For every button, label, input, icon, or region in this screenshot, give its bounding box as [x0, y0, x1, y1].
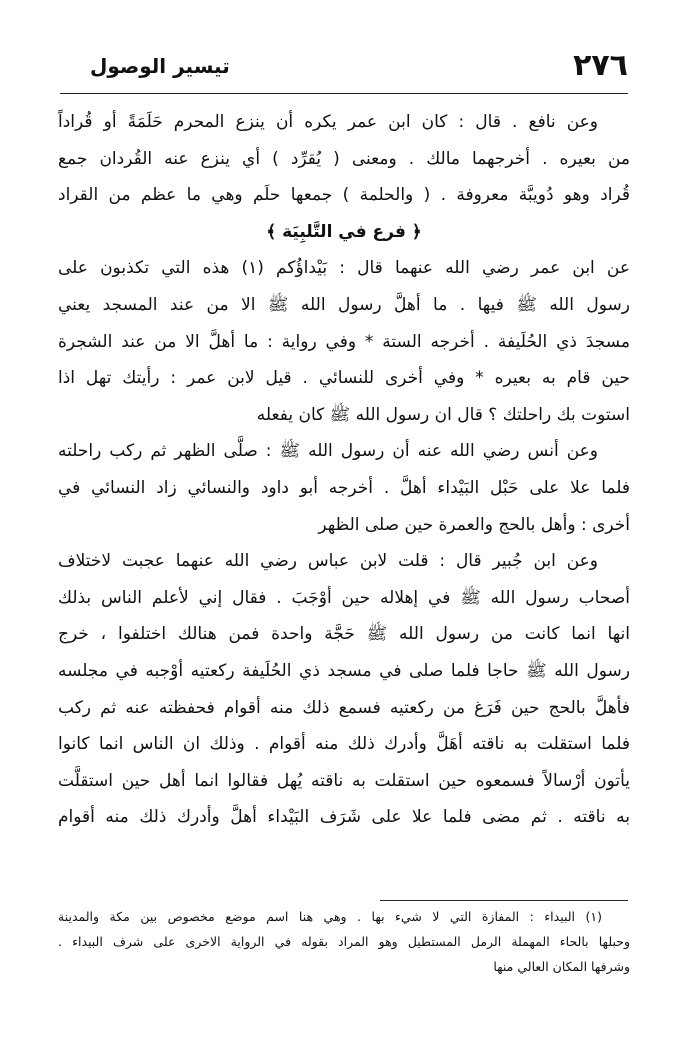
body-line: عن ابن عمر رضي الله عنهما قال : بَيْداؤُكم (١) هذه التي تكذبون على — [58, 258, 630, 279]
page-number: ٢٧٦ — [573, 48, 628, 83]
body-line: أصحاب رسول الله ﷺ في إهلاله حين أوْجَبَ . فقال إني لأعلم الناس بذلك — [58, 587, 630, 608]
body-text — [58, 104, 630, 836]
footnotes — [58, 904, 630, 979]
footnote-line: وحبلها بالحاء المهملة الرمل المستطيل وهو المراد بقوله في الرواية الاخرى على شرف البيداء . — [58, 934, 630, 949]
body-line: رسول الله ﷺ حاجا فلما صلى في مسجد ذي الحُلَيفة ركعتيه أوْجبه في مجلسه — [58, 660, 630, 681]
section-heading: ﴿ فرع في التَّلبِيَة ﴾ — [266, 221, 422, 242]
body-line: به ناقته . ثم مضى فلما علا على شَرَف البَيْداء أهلَّ وأدرك ذلك منه أقوام — [58, 807, 630, 828]
body-line: وعن أنس رضي الله عنه أن رسول الله ﷺ : صلَّى الظهر ثم ركب راحلته — [58, 441, 598, 462]
body-line: حين قام به بعيره * وفي أخرى للنسائي . قيل لابن عمر : رأيتك تهل اذا — [58, 368, 630, 389]
body-line: يأتون أرْسالاً فسمعوه حين استقلت به ناقته يُهل فقالوا انما أهل حين استقلَّت — [58, 770, 630, 791]
footnote-line: وشرفها المكان العالي منها — [493, 959, 630, 974]
footnote-line: (١) البيداء : المفازة التي لا شيء بها . وهي هنا اسم موضع مخصوص بين مكة والمدينة — [58, 909, 602, 924]
body-line: فلما علا على حَبْل البَيْداء أهلَّ . أخرجه أبو داود والنسائي زاد النسائي في — [58, 477, 630, 498]
body-line: وعن ابن جُبير قال : قلت لابن عباس رضي الله عنهما عجبت لاختلاف — [58, 551, 598, 572]
running-title: تيسير الوصول — [90, 54, 230, 78]
body-line: استوت بك راحلتك ؟ قال ان رسول الله ﷺ كان يفعله — [256, 404, 630, 425]
body-line: انها انما كانت من رسول الله ﷺ حَجَّة واحدة فمن هنالك اختلفوا ، خرج — [58, 624, 630, 645]
page-header — [60, 50, 628, 90]
body-line: أخرى : وأهل بالحج والعمرة حين صلى الظهر — [318, 514, 630, 535]
body-line: مسجدَ ذي الحُلَيفة . أخرجه الستة * وفي رواية : ما أهلَّ الا من عند الشجرة — [58, 331, 630, 352]
footnote-rule — [380, 900, 628, 901]
body-line: وعن نافع . قال : كان ابن عمر يكره أن ينزع المحرم حَلَمَةً أو قُراداً — [58, 112, 598, 132]
body-line: من بعيره . أخرجهما مالك . ومعنى ( يُقرِّد ) أي ينزع عنه القُردان جمع — [58, 148, 630, 169]
body-line: رسول الله ﷺ فيها . ما أهلَّ رسول الله ﷺ الا من عند المسجد يعني — [58, 294, 630, 315]
header-rule — [60, 93, 628, 94]
body-line: قُراد وهو دُويبَّة معروفة . ( والحلمة ) جمعها حلَم وهي ما عظم من القراد — [58, 185, 630, 206]
body-line: فلما استقلت به ناقته أهَلَّ وأدرك ذلك منه أقوام . وذلك ان الناس انما كانوا — [58, 734, 630, 755]
body-line: فأهلَّ بالحج حين فَرَغ من ركعتيه فسمع ذلك منه أقوام فحفظته عنه ثم ركب — [58, 697, 630, 718]
